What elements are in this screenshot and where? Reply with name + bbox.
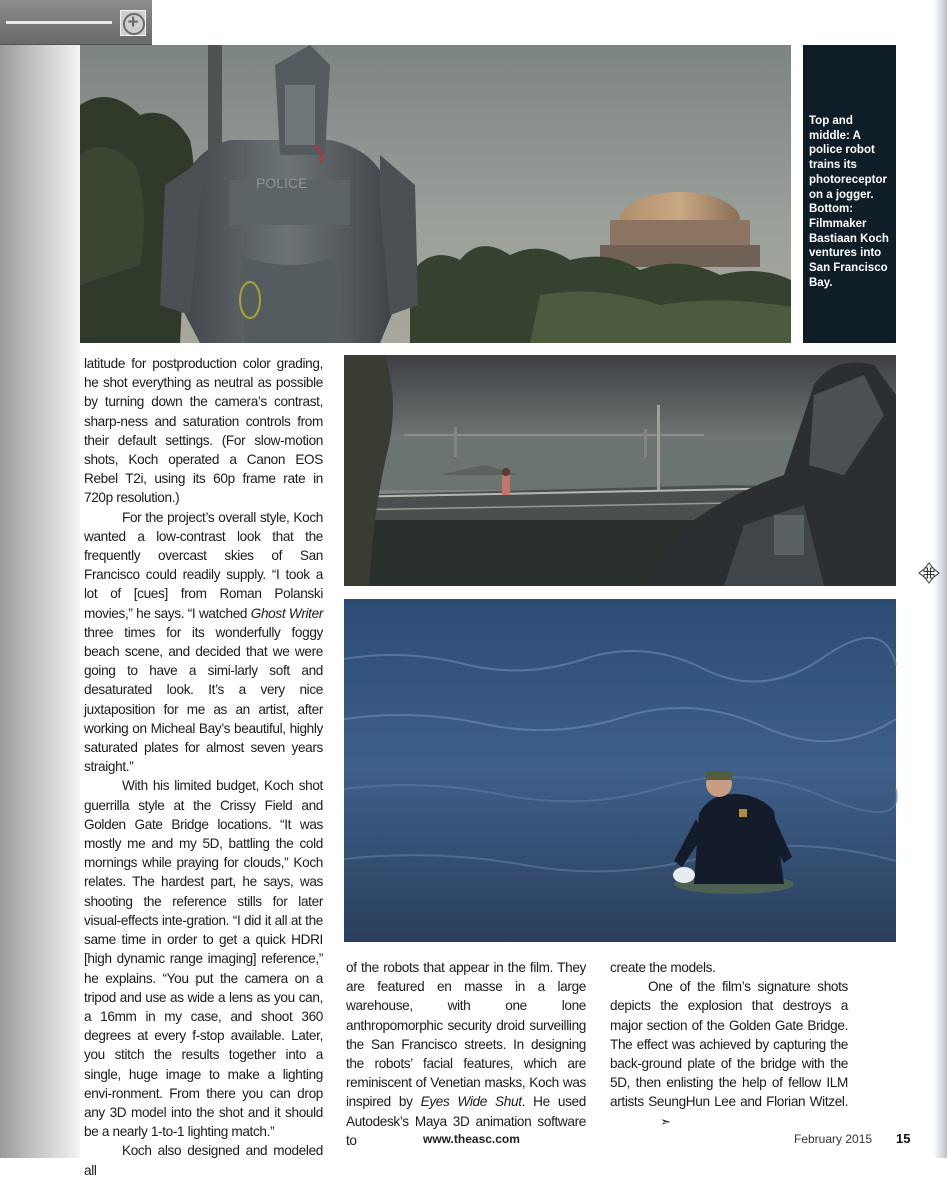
film-title: Eyes Wide Shut <box>420 1094 522 1110</box>
zoom-in-icon[interactable] <box>120 10 146 36</box>
page-number: 15 <box>896 1131 911 1146</box>
move-arrows-icon[interactable] <box>918 562 940 584</box>
paragraph <box>84 508 323 777</box>
page-shadow-gutter <box>0 0 80 1158</box>
footer-issue-date: February 2015 <box>794 1132 873 1146</box>
end-of-article-arrow-icon: ➣ <box>660 1113 671 1129</box>
robot-chest-label: POLICE <box>256 175 308 191</box>
text-run: One of the film’s signature shots depicts the explosion that destroys a major section of the Golden Gate Bridge. The effect was achieved by capturing the back-ground plate of the bridge with the 5D, then enlisting the help of fellow ILM artists SeungHun Lee and Florian Witzel. <box>610 979 848 1110</box>
paragraph <box>610 977 848 1131</box>
article-column-2 <box>346 958 586 1150</box>
article-column-1 <box>84 354 323 1180</box>
film-title: Ghost Writer <box>250 605 323 621</box>
zoom-slider-track[interactable] <box>6 21 112 24</box>
article-column-3 <box>610 958 848 1131</box>
text-run: of the robots that appear in the film. They are featured en masse in a large warehouse, with one lone anthropomorphic security droid surveilling the San Francisco streets. In designing the robots’ facial features, which are reminiscent of Venetian masks, Koch was inspired by <box>346 960 586 1110</box>
paragraph: create the models. <box>610 960 716 975</box>
paragraph <box>346 958 586 1150</box>
text-run: For the project’s overall style, Koch wanted a low-contrast look that the frequently overcast skies of San Francisco could readily supply. “I took a lot of [cues] from Roman Polanski movies,” he says. “I watched <box>84 509 323 621</box>
viewer-toolbar <box>0 0 152 45</box>
photo-caption-box <box>803 45 896 343</box>
photo-robot-jogger <box>344 355 896 586</box>
footer-website: www.theasc.com <box>423 1132 520 1146</box>
photo-police-robot <box>80 45 791 343</box>
text-run: three times for its wonderfully foggy beach scene, and decided that we were going to have a simi-larly soft and desaturated look. It’s a very nice juxtaposition for me as an artist, after working on Micheal Bay’s beautiful, highly saturated plates for almost seven years straight.” <box>84 624 323 775</box>
paragraph: latitude for postproduction color grading, he shot everything as neutral as possible by turning down the camera’s contrast, sharp-ness and saturation controls from their default settings. (For slow-motion shots, Koch operated a Canon EOS Rebel T2i, using its 60p frame rate in 720p resolution.) <box>84 356 323 506</box>
paragraph: Koch also designed and modeled all <box>84 1143 323 1178</box>
photo-filmmaker-in-bay <box>344 599 896 942</box>
paragraph: With his limited budget, Koch shot guerrilla style at the Crissy Field and Golden Gate Bridge locations. “It was mostly me and my 5D, battling the cold mornings while praying for clouds,” Koch relates. The hardest part, he says, was shooting the reference stills for later visual-effects inte-gration. “I did it all at the same time in order to get a quick HDRI [high dynamic range imaging] reference,” he explains. “You put the camera on a tripod and use as wide a lens as you can, a 16mm in my case, and shoot 360 degrees at every f-stop available. Later, you stitch the results together into a single, huge image to make a lighting envi-ronment. From there you can drop any 3D model into the shot and it should be a nearly 1-to-1 lighting match.” <box>84 778 323 1140</box>
text-run: . He used Autodesk’s Maya 3D animation software to <box>346 1094 586 1148</box>
photo-caption: Top and middle: A police robot trains its photoreceptor on a jogger. Bottom: Filmmaker Bastiaan Koch ventures into San Francisco Bay. <box>809 115 889 289</box>
